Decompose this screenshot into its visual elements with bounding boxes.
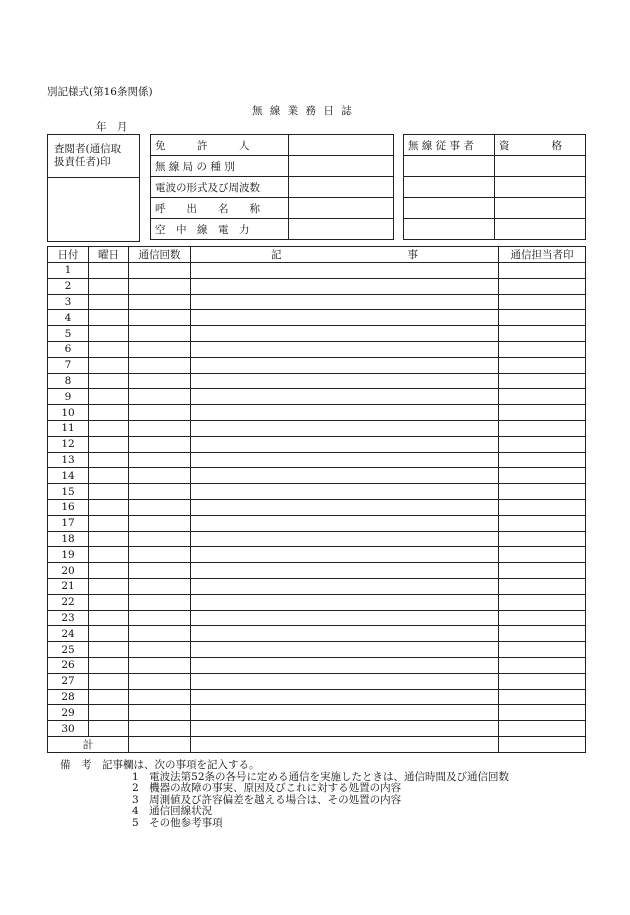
table-row [48, 357, 586, 373]
day-number: 19 [48, 547, 89, 563]
entry-cell[interactable] [191, 626, 499, 642]
seal-cell[interactable] [499, 721, 586, 737]
staff-table [403, 134, 586, 240]
table-row [48, 263, 586, 279]
count-cell[interactable] [129, 310, 191, 326]
weekday-cell[interactable] [89, 310, 129, 326]
weekday-cell[interactable] [89, 326, 129, 342]
count-cell[interactable] [129, 326, 191, 342]
weekday-cell[interactable] [89, 468, 129, 484]
weekday-cell[interactable] [89, 405, 129, 421]
entry-cell[interactable] [191, 563, 499, 579]
count-cell[interactable] [129, 294, 191, 310]
weekday-cell[interactable] [89, 484, 129, 500]
table-row [48, 420, 586, 436]
seal-cell[interactable] [499, 468, 586, 484]
entry-cell[interactable] [191, 531, 499, 547]
day-number: 21 [48, 578, 89, 594]
count-cell[interactable] [129, 705, 191, 721]
note-item-5: 5 その他参考事項 [132, 816, 223, 829]
inspector-box [47, 134, 140, 242]
entry-cell[interactable] [191, 373, 499, 389]
weekday-cell[interactable] [89, 373, 129, 389]
table-row [48, 499, 586, 515]
table-row [48, 594, 586, 610]
seal-cell[interactable] [499, 673, 586, 689]
total-entry-cell[interactable] [191, 736, 499, 752]
count-cell[interactable] [129, 578, 191, 594]
station-value-cell[interactable] [289, 156, 394, 177]
entry-cell[interactable] [191, 405, 499, 421]
weekday-cell[interactable] [89, 341, 129, 357]
count-cell[interactable] [129, 657, 191, 673]
table-row [48, 721, 586, 737]
seal-cell[interactable] [499, 610, 586, 626]
staff-cell[interactable] [404, 219, 495, 240]
inspector-label-1: 査閲者(通信取 [54, 143, 122, 155]
weekday-cell[interactable] [89, 578, 129, 594]
count-cell[interactable] [129, 278, 191, 294]
entry-cell[interactable] [191, 578, 499, 594]
count-cell[interactable] [129, 389, 191, 405]
day-number: 24 [48, 626, 89, 642]
seal-cell[interactable] [499, 389, 586, 405]
count-cell[interactable] [129, 626, 191, 642]
seal-cell[interactable] [499, 563, 586, 579]
day-number: 26 [48, 657, 89, 673]
table-row [48, 563, 586, 579]
entry-cell[interactable] [191, 278, 499, 294]
day-number: 30 [48, 721, 89, 737]
day-number: 15 [48, 484, 89, 500]
entry-cell[interactable] [191, 689, 499, 705]
header-date: 日付 [48, 247, 89, 263]
weekday-cell[interactable] [89, 721, 129, 737]
table-row [48, 326, 586, 342]
seal-cell[interactable] [499, 657, 586, 673]
note-item-3: 3 周測値及び許容偏差を越える場合は、その処置の内容 [132, 793, 402, 806]
note-item-4: 4 通信回線状況 [132, 805, 213, 818]
total-count-cell[interactable] [129, 736, 191, 752]
seal-cell[interactable] [499, 263, 586, 279]
entry-cell[interactable] [191, 436, 499, 452]
entry-cell[interactable] [191, 294, 499, 310]
day-number: 25 [48, 642, 89, 658]
weekday-cell[interactable] [89, 389, 129, 405]
weekday-cell[interactable] [89, 547, 129, 563]
total-seal-cell[interactable] [499, 736, 586, 752]
log-body [48, 263, 586, 753]
entry-cell[interactable] [191, 610, 499, 626]
entry-cell[interactable] [191, 341, 499, 357]
entry-cell[interactable] [191, 515, 499, 531]
count-cell[interactable] [129, 547, 191, 563]
station-value-cell[interactable] [289, 198, 394, 219]
weekday-cell[interactable] [89, 657, 129, 673]
weekday-cell[interactable] [89, 642, 129, 658]
seal-cell[interactable] [499, 420, 586, 436]
day-number: 29 [48, 705, 89, 721]
seal-cell[interactable] [499, 373, 586, 389]
entry-cell[interactable] [191, 263, 499, 279]
table-row [48, 689, 586, 705]
station-value-cell[interactable] [289, 177, 394, 198]
count-cell[interactable] [129, 673, 191, 689]
staff-cell[interactable] [404, 177, 495, 198]
seal-cell[interactable] [499, 689, 586, 705]
entry-cell[interactable] [191, 499, 499, 515]
staff-cell[interactable] [495, 177, 586, 198]
table-row [48, 626, 586, 642]
count-cell[interactable] [129, 499, 191, 515]
seal-cell[interactable] [499, 594, 586, 610]
count-cell[interactable] [129, 341, 191, 357]
weekday-cell[interactable] [89, 531, 129, 547]
seal-cell[interactable] [499, 578, 586, 594]
day-number: 4 [48, 310, 89, 326]
seal-cell[interactable] [499, 547, 586, 563]
seal-cell[interactable] [499, 436, 586, 452]
weekday-cell[interactable] [89, 515, 129, 531]
table-row [48, 578, 586, 594]
entry-cell[interactable] [191, 326, 499, 342]
weekday-cell[interactable] [89, 357, 129, 373]
table-row [48, 515, 586, 531]
table-row [48, 610, 586, 626]
count-cell[interactable] [129, 642, 191, 658]
table-row [48, 389, 586, 405]
table-row [48, 531, 586, 547]
day-number: 14 [48, 468, 89, 484]
note-item-1: 1 電波法第52条の各号に定める通信を実施したときは、通信時間及び通信回数 [132, 770, 510, 783]
header-count: 通信回数 [129, 247, 191, 263]
seal-cell[interactable] [499, 626, 586, 642]
day-number: 13 [48, 452, 89, 468]
seal-cell[interactable] [499, 326, 586, 342]
day-number: 20 [48, 563, 89, 579]
day-number: 7 [48, 357, 89, 373]
day-number: 6 [48, 341, 89, 357]
count-cell[interactable] [129, 515, 191, 531]
seal-cell[interactable] [499, 405, 586, 421]
entry-cell[interactable] [191, 468, 499, 484]
table-row [48, 673, 586, 689]
seal-cell[interactable] [499, 452, 586, 468]
day-number: 8 [48, 373, 89, 389]
count-cell[interactable] [129, 373, 191, 389]
entry-cell[interactable] [191, 594, 499, 610]
entry-cell[interactable] [191, 657, 499, 673]
entry-cell[interactable] [191, 673, 499, 689]
day-number: 3 [48, 294, 89, 310]
staff-header-qualification: 資 格 [495, 135, 586, 156]
day-number: 28 [48, 689, 89, 705]
day-number: 12 [48, 436, 89, 452]
header-entry: 記 事 [191, 247, 499, 263]
count-cell[interactable] [129, 420, 191, 436]
entry-cell[interactable] [191, 389, 499, 405]
table-row [48, 468, 586, 484]
day-number: 2 [48, 278, 89, 294]
station-row-frequency: 電波の形式及び周波数 [151, 177, 289, 198]
seal-cell[interactable] [499, 499, 586, 515]
weekday-cell[interactable] [89, 673, 129, 689]
day-number: 5 [48, 326, 89, 342]
station-row-licensee: 免 許 人 [151, 135, 289, 156]
seal-cell[interactable] [499, 278, 586, 294]
station-row-callsign: 呼 出 名 称 [151, 198, 289, 219]
station-row-type: 無 線 局 の 種 別 [151, 156, 289, 177]
count-cell[interactable] [129, 452, 191, 468]
count-cell[interactable] [129, 721, 191, 737]
staff-cell[interactable] [495, 198, 586, 219]
seal-cell[interactable] [499, 357, 586, 373]
station-row-power: 空 中 線 電 力 [151, 219, 289, 240]
weekday-cell[interactable] [89, 278, 129, 294]
table-row [48, 484, 586, 500]
day-number: 17 [48, 515, 89, 531]
count-cell[interactable] [129, 531, 191, 547]
entry-cell[interactable] [191, 547, 499, 563]
weekday-cell[interactable] [89, 436, 129, 452]
staff-cell[interactable] [404, 156, 495, 177]
entry-cell[interactable] [191, 310, 499, 326]
entry-cell[interactable] [191, 705, 499, 721]
day-number: 1 [48, 263, 89, 279]
total-row [48, 736, 586, 752]
table-row [48, 405, 586, 421]
day-number: 9 [48, 389, 89, 405]
table-row [48, 547, 586, 563]
weekday-cell[interactable] [89, 610, 129, 626]
day-number: 11 [48, 420, 89, 436]
station-info-table [150, 134, 394, 240]
station-value-cell[interactable] [289, 219, 394, 240]
count-cell[interactable] [129, 436, 191, 452]
day-number: 10 [48, 405, 89, 421]
count-cell[interactable] [129, 357, 191, 373]
total-label: 計 [48, 736, 129, 752]
table-row [48, 278, 586, 294]
notes-heading: 備 考 記事欄は、次の事項を記入する。 [60, 759, 260, 771]
count-cell[interactable] [129, 563, 191, 579]
entry-cell[interactable] [191, 484, 499, 500]
daily-log-table [47, 246, 586, 753]
table-row [48, 705, 586, 721]
weekday-cell[interactable] [89, 499, 129, 515]
staff-cell[interactable] [495, 156, 586, 177]
table-row [48, 657, 586, 673]
seal-cell[interactable] [499, 484, 586, 500]
day-number: 16 [48, 499, 89, 515]
table-row [48, 642, 586, 658]
count-cell[interactable] [129, 468, 191, 484]
count-cell[interactable] [129, 610, 191, 626]
staff-header-worker: 無 線 従 事 者 [404, 135, 495, 156]
weekday-cell[interactable] [89, 689, 129, 705]
note-item-2: 2 機器の故障の事実、原因及びこれに対する処置の内容 [132, 782, 402, 795]
year-month-label: 年 月 [96, 121, 128, 133]
day-number: 23 [48, 610, 89, 626]
weekday-cell[interactable] [89, 705, 129, 721]
day-number: 22 [48, 594, 89, 610]
table-row [48, 373, 586, 389]
notes-block [60, 760, 509, 830]
entry-cell[interactable] [191, 721, 499, 737]
weekday-cell[interactable] [89, 294, 129, 310]
entry-cell[interactable] [191, 357, 499, 373]
header-weekday: 曜日 [89, 247, 129, 263]
weekday-cell[interactable] [89, 626, 129, 642]
weekday-cell[interactable] [89, 452, 129, 468]
seal-cell[interactable] [499, 341, 586, 357]
staff-cell[interactable] [495, 219, 586, 240]
table-row [48, 310, 586, 326]
table-row [48, 436, 586, 452]
table-row [48, 294, 586, 310]
seal-cell[interactable] [499, 515, 586, 531]
weekday-cell[interactable] [89, 563, 129, 579]
seal-cell[interactable] [499, 531, 586, 547]
day-number: 18 [48, 531, 89, 547]
inspector-divider [48, 177, 139, 178]
entry-cell[interactable] [191, 420, 499, 436]
weekday-cell[interactable] [89, 263, 129, 279]
table-row [48, 341, 586, 357]
count-cell[interactable] [129, 263, 191, 279]
page-title: 無 線 業 務 日 誌 [252, 105, 354, 117]
entry-cell[interactable] [191, 452, 499, 468]
seal-cell[interactable] [499, 294, 586, 310]
station-value-cell[interactable] [289, 135, 394, 156]
staff-cell[interactable] [404, 198, 495, 219]
count-cell[interactable] [129, 405, 191, 421]
count-cell[interactable] [129, 594, 191, 610]
seal-cell[interactable] [499, 642, 586, 658]
form-label: 別記様式(第16条関係) [47, 86, 153, 98]
count-cell[interactable] [129, 484, 191, 500]
day-number: 27 [48, 673, 89, 689]
seal-cell[interactable] [499, 705, 586, 721]
entry-cell[interactable] [191, 642, 499, 658]
table-row [48, 452, 586, 468]
weekday-cell[interactable] [89, 420, 129, 436]
seal-cell[interactable] [499, 310, 586, 326]
inspector-label-2: 扱責任者)印 [54, 156, 111, 168]
weekday-cell[interactable] [89, 594, 129, 610]
count-cell[interactable] [129, 689, 191, 705]
header-seal: 通信担当者印 [499, 247, 586, 263]
